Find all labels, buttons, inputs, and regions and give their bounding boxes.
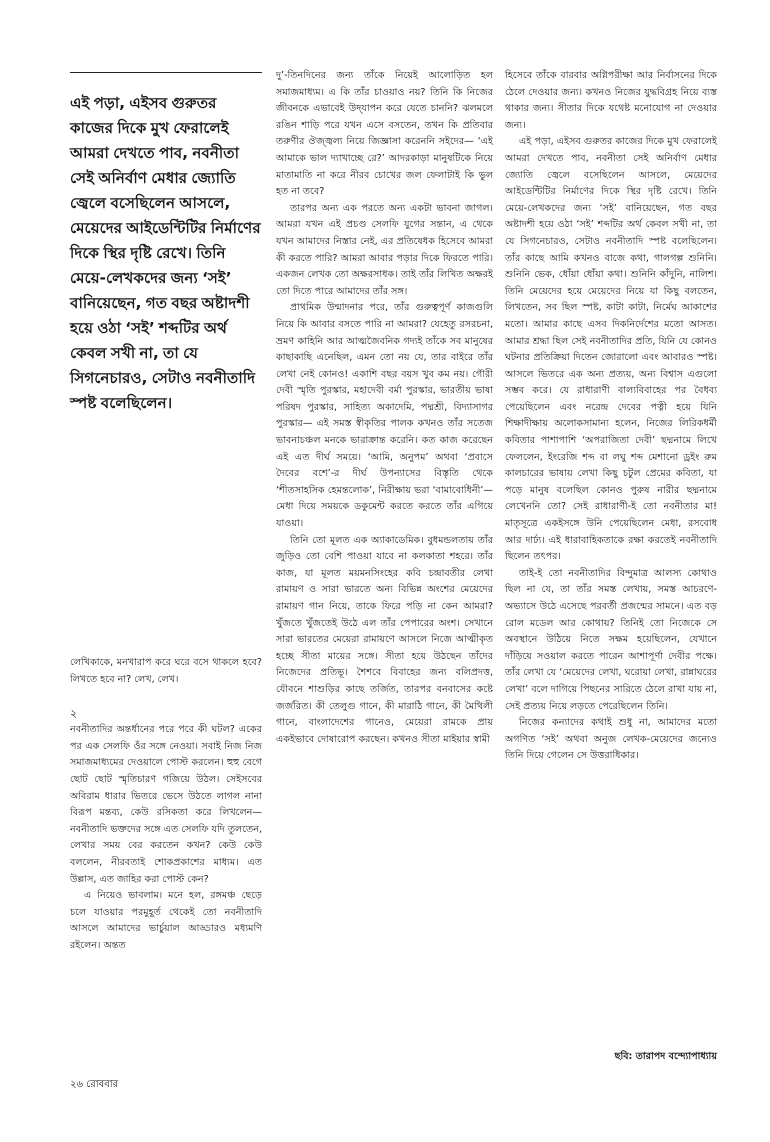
body-paragraph: তিনি তো মূলত এক অ্যাকাডেমিক। বুধমন্ডলতায় তাঁর জুড়িও তো বেশি পাওয়া যাবে না কলকাতা শহরে। তাঁর কাজ, যা মূলত ময়মনসিংহের কবি চন্দ্রাবতীর লেখা রামায়ণ ও সারা ভারতে অন্য বিভিন্ন অংশের মেয়েদের রামায়ণ গান নিয়ে, তাকে ফিরে পড়ি না কেন আমরা? খুঁজতে খুঁজতেই উঠে এল তাঁর পেপারের অংশ। সেখানে সারা ভারতের মেয়েরা রামায়ণে আসলে নিজে আত্মীকৃত হচ্ছে সীতা মায়ের সঙ্গে। সীতা হয়ে উঠছেন তাঁদের নিজেদের প্রতিভূ। শৈশবে বিবাহের জন্য বলিপ্রদত্ত, যৌবনে শাশুড়ির কাছে তর্জিত, তারপর বনবাসের কষ্টে জর্জরিত। কী তেলুগু গানে, কী মারাঠি গানে, কী মৈথিলী গানে, বাংলাদেশের গানেও, মেয়েরা রামকে প্রায় একইভাবে দোষারোপ করছেন। কখনও সীতা মাইয়ার স্বামী (276, 534, 493, 745)
pullquote-text: এই পড়া, এইসব গুরুতর কাজের দিকে মুখ ফেরালেই আমরা দেখতে পাব, নবনীতা সেই অনির্বাণ মেধার জ্যোতি জ্বেলে বসেছিলেন আসলে, মেয়েদের আইডেন্টিটির নির্মাণের দিকে স্থির দৃষ্টি রেখে। তিনি মেয়ে-লেখকদের জন্য ‘সই’ বানিয়েছেন, গত বছর অষ্টাদশী হয়ে ওঠা ‘সই’ শব্দটির অর্থ কেবল সখী না, তা যে সিগনেচারও, সেটাও নবনীতাদি স্পষ্ট বলেছিলেন। (70, 94, 261, 412)
photo-credit: ছবি: তারাপদ বন্দ্যোপাধ্যায় (614, 1051, 717, 1062)
pullquote (70, 91, 262, 416)
body-paragraph: নিজের কন্যাদের কথাই শুধু না, আমাদের মতো অগণিত ‘সই’ অথবা অনুজ লেখক-মেয়েদের জন্যেও তিনি দিয়ে গেলেন সে উত্তরাধিকার। (505, 717, 717, 762)
body-paragraph: এই পড়া, এইসব গুরুতর কাজের দিকে মুখ ফেরালেই আমরা দেখতে পাব, নবনীতা সেই অনির্বাণ মেধার জ্যোতি জ্বেলে বসেছিলেন আসলে, মেয়েদের আইডেন্টিটির নির্মাণের দিকে স্থির দৃষ্টি রেখে। তিনি মেয়ে-লেখকদের জন্য ‘সই’ বানিয়েছেন, গত বছর অষ্টাদশী হয়ে ওঠা ‘সই’ শব্দটির অর্থ কেবল সখী না, তা যে সিগনেচারও, সেটাও নবনীতাদি স্পষ্ট বলেছিলেন। তাঁর কাছে আমি কখনও বাজে কথা, গালগল্প শুনিনি। শুনিনি ভেক, ধোঁয়া ধোঁয়া কথা। শুনিনি কাঁদুনি, নালিশ। তিনি মেয়েদের হয়ে মেয়েদের নিয়ে যা কিছু বলতেন, লিখতেন, সব ছিল স্পষ্ট, কাটা কাটা, নির্মেঘ আকাশের মতো। আমার কাছে এসব দিকনির্দেশের মতো আসত। আমার শ্রদ্ধা ছিল সেই নবনীতাদির প্রতি, যিনি যে কোনও ঘটনার প্রতিক্রিয়া দিতেন জোরালো এবং আবারও স্পষ্ট। আসলে ভিতরে এক অন্য প্রত্যয়, অন্য বিশ্বাস এগুলো সম্ভব করে। যে রাধারাণী বাল্যবিবাহের পর বৈধব্য পেয়েছিলেন এবং নরেন্দ্র দেবের পত্নী হয়ে যিনি শিক্ষাদীক্ষায় অলোকসামান্য হলেন, নিজের লিরিকধর্মী কবিতার পাশাপাশি ‘অপরাজিতা দেবী’ ছদ্মনামে লিখে ফেললেন, ইংরেজি শব্দ বা লঘু শব্দ মেশানো ড্রইং রুম কালচারের ভাষায় লেখা কিছু চটুল প্রেমের কবিতা, যা পড়ে মানুষ বলেছিল কোনও পুরুষ নারীর ছদ্মনামে লেখেননি তো? সেই রাধারাণী-ই তো নবনীতার মা! মাতৃসূত্রে একইসঙ্গে উনি পেয়েছিলেন মেধা, রসবোধ আর দার্ঢ্য। এই ধারাবাহিকতাকে রক্ষা করতেই নবনীতাদি ছিলেন তৎপর। (505, 136, 717, 563)
section-number: ২ (70, 707, 78, 721)
body-paragraph: প্রাথমিক উন্মাদনার পরে, তাঁর গুরুত্বপূর্ণ কাজগুলি নিয়ে কি আবার বসতে পারি না আমরা? যেহেতু রসরচনা, ভ্রমণ কাহিনি আর আত্মজৈবনিক গদ্যই তাঁকে সব মানুষের কাছাকাছি এনেছিল, এমন তো নয় যে, তার বাইরে তাঁর লেখা নেই কোনও! একাশি বছর বয়স খুব কম নয়। গৌরী দেবী স্মৃতি পুরস্কার, মহাদেবী বর্মা পুরস্কার, ভারতীয় ভাষা পরিষদ পুরস্কার, সাহিত্য অকাদেমি, পদ্মশ্রী, বিদ্যাসাগর পুরস্কার— এই সমস্ত স্বীকৃতির পালক কখনও তাঁর সতেজ ভাবনাচঞ্চল মনকে ভারাক্রান্ত করেনি। কত কাজ করেছেন এই এত দীর্ঘ সময়ে। ‘আমি, অনুপম’ অথবা ‘প্রবাসে দৈবের বশে’-র দীর্ঘ উপন্যাসের বিস্তৃতি থেকে ‘শীতসাহসিক হেমন্তলোক’, নিরীক্ষায় ভরা ‘বামাবোধিনী’— মেধা দিয়ে সময়কে ডকুমেন্ট করতে করতে তাঁর এগিয়ে যাওয়া। (276, 302, 493, 530)
body-paragraph: এ নিয়েও ভাবলাম। মনে হল, রঙ্গমঞ্চ ছেড়ে চলে যাওয়ার পরমুহূর্ত থেকেই তো নবনীতাদি আসলে আমাদের ভার্চুয়াল আড্ডারও মধ্যমণি রইলেন। অন্তত (70, 890, 262, 951)
body-paragraph: তারপর অন্য এক পরতে অন্য একটা ভাবনা জাগল। আমরা যখন এই প্রচণ্ড সেলফি যুগের সন্তান, এ থেকে যখন আমাদের নিস্তার নেই, এর প্রতিষেধক হিসেবে আমরা কী করতে পারি? আমরা আবার পড়ার দিকে ফিরতে পারি। একজন লেখক তো অক্ষরসাধক। তাই তাঁর লিখিত অক্ষরই তো দিতে পারে আমাদের তাঁর সঙ্গ। (276, 202, 493, 297)
column-2 (276, 68, 493, 748)
body-paragraph: হিসেবে তাঁকে বারবার অগ্নিপরীক্ষা আর নির্বাসনের দিকে ঠেলে দেওয়ার জন্য। কখনও নিজের যুদ্ধবিগ্রহ নিয়ে ব্যস্ত থাকার জন্য। সীতার দিকে যথেষ্ট মনোযোগ না দেওয়ার জন্য। (505, 70, 717, 131)
body-paragraph: নবনীতাদির অন্তর্ধানের পরে পরে কী ঘটল? একের পর এক সেলফি ওঁর সঙ্গে নেওয়া। সবাই নিজ নিজ সমাজমাধ্যমের দেওয়ালে পোস্ট করলেন। হুহু বেগে ছোট ছোট স্মৃতিচারণ গজিয়ে উঠল। সেইসবের অবিরাম ধারার ভিতরে ভেসে উঠতে লাগল নানা বিরূপ মন্তব্য, কেউ রসিকতা করে লিখলেন— নবনীতাদি ভক্তদের সঙ্গে এত সেলফি যদি তুলতেন, লেখার সময় বের করতেন কখন? কেউ কেউ বললেন, নীরবতাই শোকপ্রকাশের মাধ্যম। এত উল্লাস, এত জাহির করা পোস্ট কেন? (70, 724, 262, 885)
column-3 (505, 68, 717, 1062)
body-paragraph: তাই-ই তো নবনীতাদির বিন্দুমাত্র আলস্য কোথাও ছিল না যে, তা তাঁর সমস্ত লেখায়, সমস্ত আচরণে-অভ্যাসে উঠে এসেছে পরবর্তী প্রজন্মের সামনে। এত বড় রোল মডেল আর কোথায়? তিনিই তো নিজেকে সে অবস্থানে উঠিয়ে নিতে সক্ষম হয়েছিলেন, যেখানে দাঁড়িয়ে সওয়াল করতে পারেন আশাপূর্ণা দেবীর পক্ষে। তাঁর লেখা যে ‘মেয়েদের লেখা, ঘরোয়া লেখা, রান্নাঘরের লেখা’ বলে দাগিয়ে পিছনের সারিতে ঠেলে রাখা যায় না, সেই প্রত্যয় নিয়ে লড়তে পেরেছিলেন তিনি। (505, 567, 717, 712)
top-rule (70, 72, 262, 73)
column-1 (70, 68, 262, 951)
body-paragraph: দু’-তিনদিনের জন্য তাঁকে নিয়েই আলোড়িত হল সমাজমাধ্যম। এ কি তাঁর চাওয়াও নয়? তিনি কি নিজের জীবনকে এভাবেই উদ্‌যাপন করে যেতে চাননি? ঝলমলে রঙিন শাড়ি পরে যখন এসে বসতেন, তখন কি প্রতিবার তরুণীর ঔজ্জ্বল্য নিয়ে জিজ্ঞাসা করেননি সইদের— ‘এই আমাকে ভাল দ্যাখাচ্ছে রে?’ আদরকাড়া মানুষটিকে নিয়ে মাতামাতি না করে নীরব চোখের জল ফেলাটাই কি ভুল হত না তবে? (276, 70, 493, 198)
intro-paragraph: লেখিকাকে, মনখারাপ করে ঘরে বসে থাকলে হবে? লিখতে হবে না? লেখ, লেখ। (70, 657, 262, 685)
column-1-body (70, 655, 262, 955)
page-folio: ২৬ রোববার (70, 1079, 119, 1090)
